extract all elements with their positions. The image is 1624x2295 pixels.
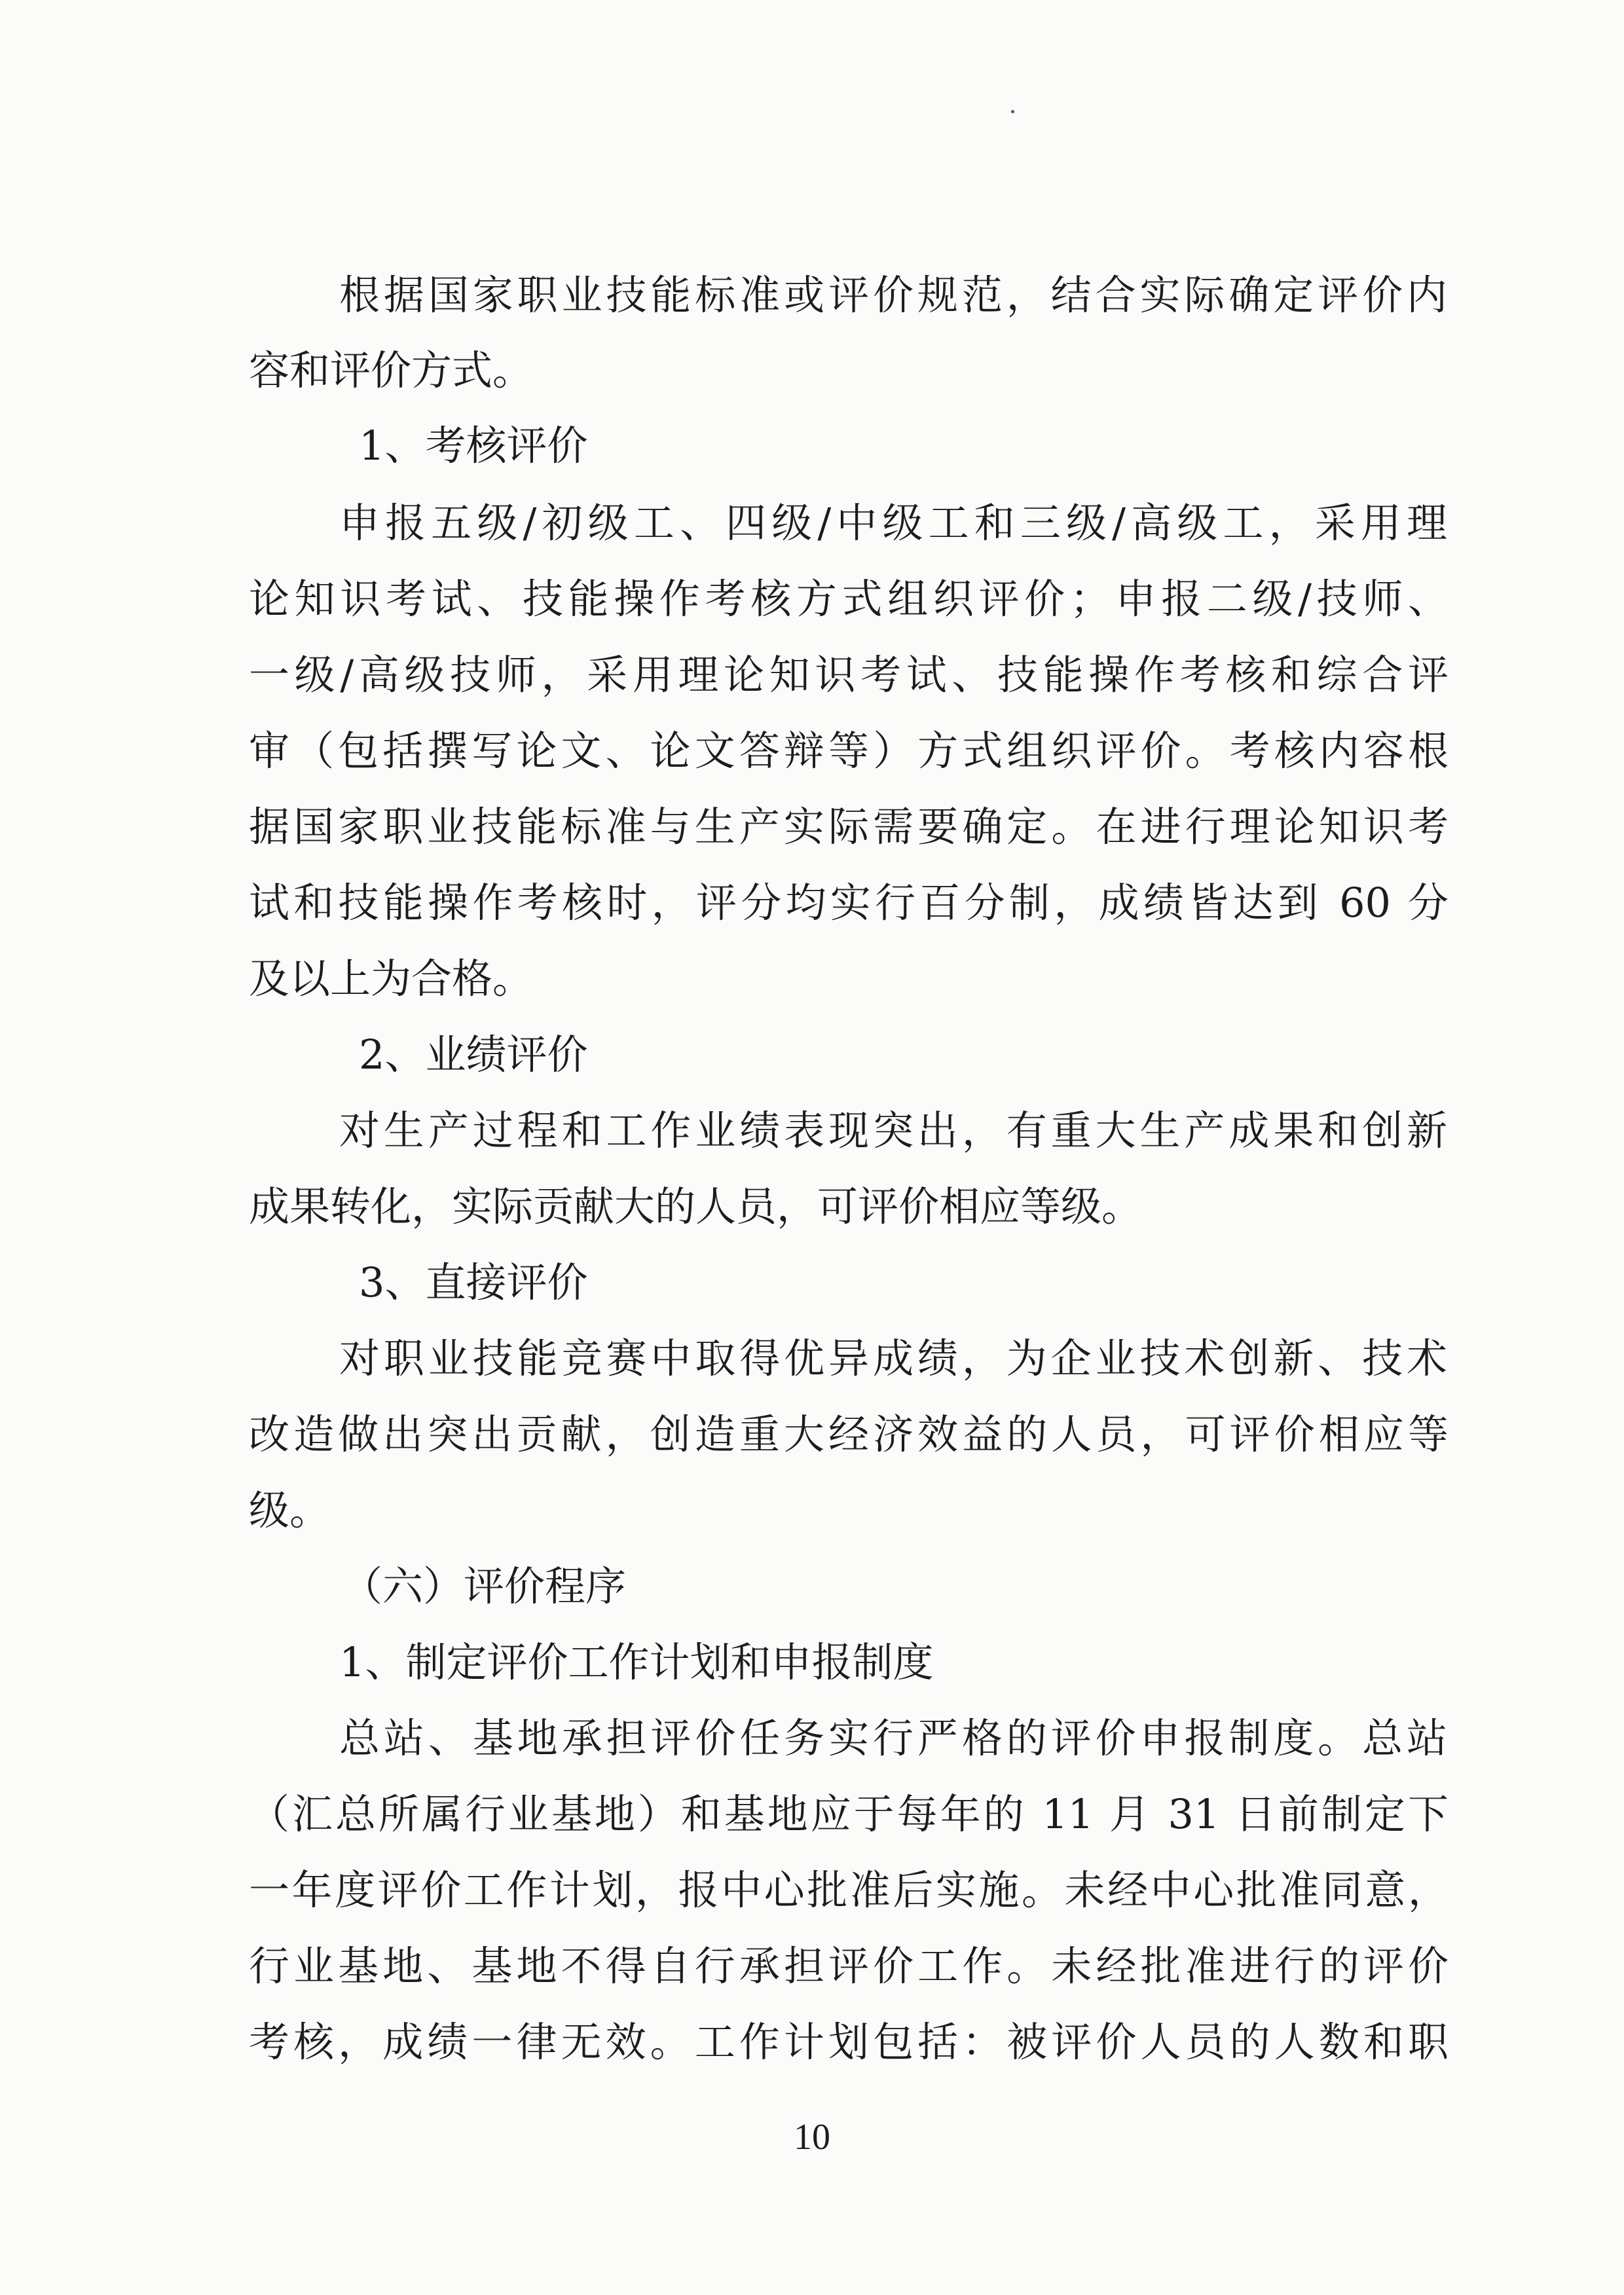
paragraph-line: 一年度评价工作计划，报中心批准后实施。未经中心批准同意， — [249, 1866, 1449, 1914]
paragraph-line: 改造做出突出贡献，创造重大经济效益的人员，可评价相应等 — [249, 1410, 1449, 1458]
section-heading: 3、直接评价 — [359, 1258, 588, 1306]
paragraph-line: 级。 — [249, 1486, 331, 1534]
page-number: 10 — [794, 2117, 830, 2157]
paragraph-line: （汇总所属行业基地）和基地应于每年的 11 月 31 日前制定下 — [249, 1790, 1449, 1838]
paragraph-line: 根据国家职业技能标准或评价规范，结合实际确定评价内 — [339, 271, 1447, 319]
section-heading: 1、制定评价工作计划和申报制度 — [339, 1638, 934, 1686]
paragraph-line: 据国家职业技能标准与生产实际需要确定。在进行理论知识考 — [249, 803, 1449, 851]
paragraph-line: 审（包括撰写论文、论文答辩等）方式组织评价。考核内容根 — [249, 727, 1449, 775]
scan-speck — [1011, 110, 1014, 113]
paragraph-line: 一级/高级技师，采用理论知识考试、技能操作考核和综合评 — [249, 651, 1449, 699]
paragraph-line: 行业基地、基地不得自行承担评价工作。未经批准进行的评价 — [249, 1942, 1449, 1990]
paragraph-line: 总站、基地承担评价任务实行严格的评价申报制度。总站 — [339, 1714, 1447, 1762]
section-heading: 2、业绩评价 — [359, 1031, 588, 1078]
paragraph-line: 对生产过程和工作业绩表现突出，有重大生产成果和创新 — [339, 1107, 1447, 1154]
paragraph-line: 成果转化，实际贡献大的人员，可评价相应等级。 — [249, 1183, 1143, 1230]
section-heading: 1、考核评价 — [359, 422, 588, 469]
paragraph-line: 论知识考试、技能操作考核方式组织评价；申报二级/技师、 — [249, 575, 1449, 623]
paragraph-line: 对职业技能竞赛中取得优异成绩，为企业技术创新、技术 — [339, 1334, 1447, 1382]
paragraph-line: 考核，成绩一律无效。工作计划包括：被评价人员的人数和职 — [249, 2018, 1449, 2066]
paragraph-line: 试和技能操作考核时，评分均实行百分制，成绩皆达到 60 分 — [249, 879, 1449, 927]
paragraph-line: 申报五级/初级工、四级/中级工和三级/高级工，采用理 — [339, 499, 1447, 547]
section-heading: （六）评价程序 — [342, 1562, 627, 1610]
paragraph-line: 及以上为合格。 — [249, 955, 534, 1002]
paragraph-line: 容和评价方式。 — [249, 346, 534, 394]
